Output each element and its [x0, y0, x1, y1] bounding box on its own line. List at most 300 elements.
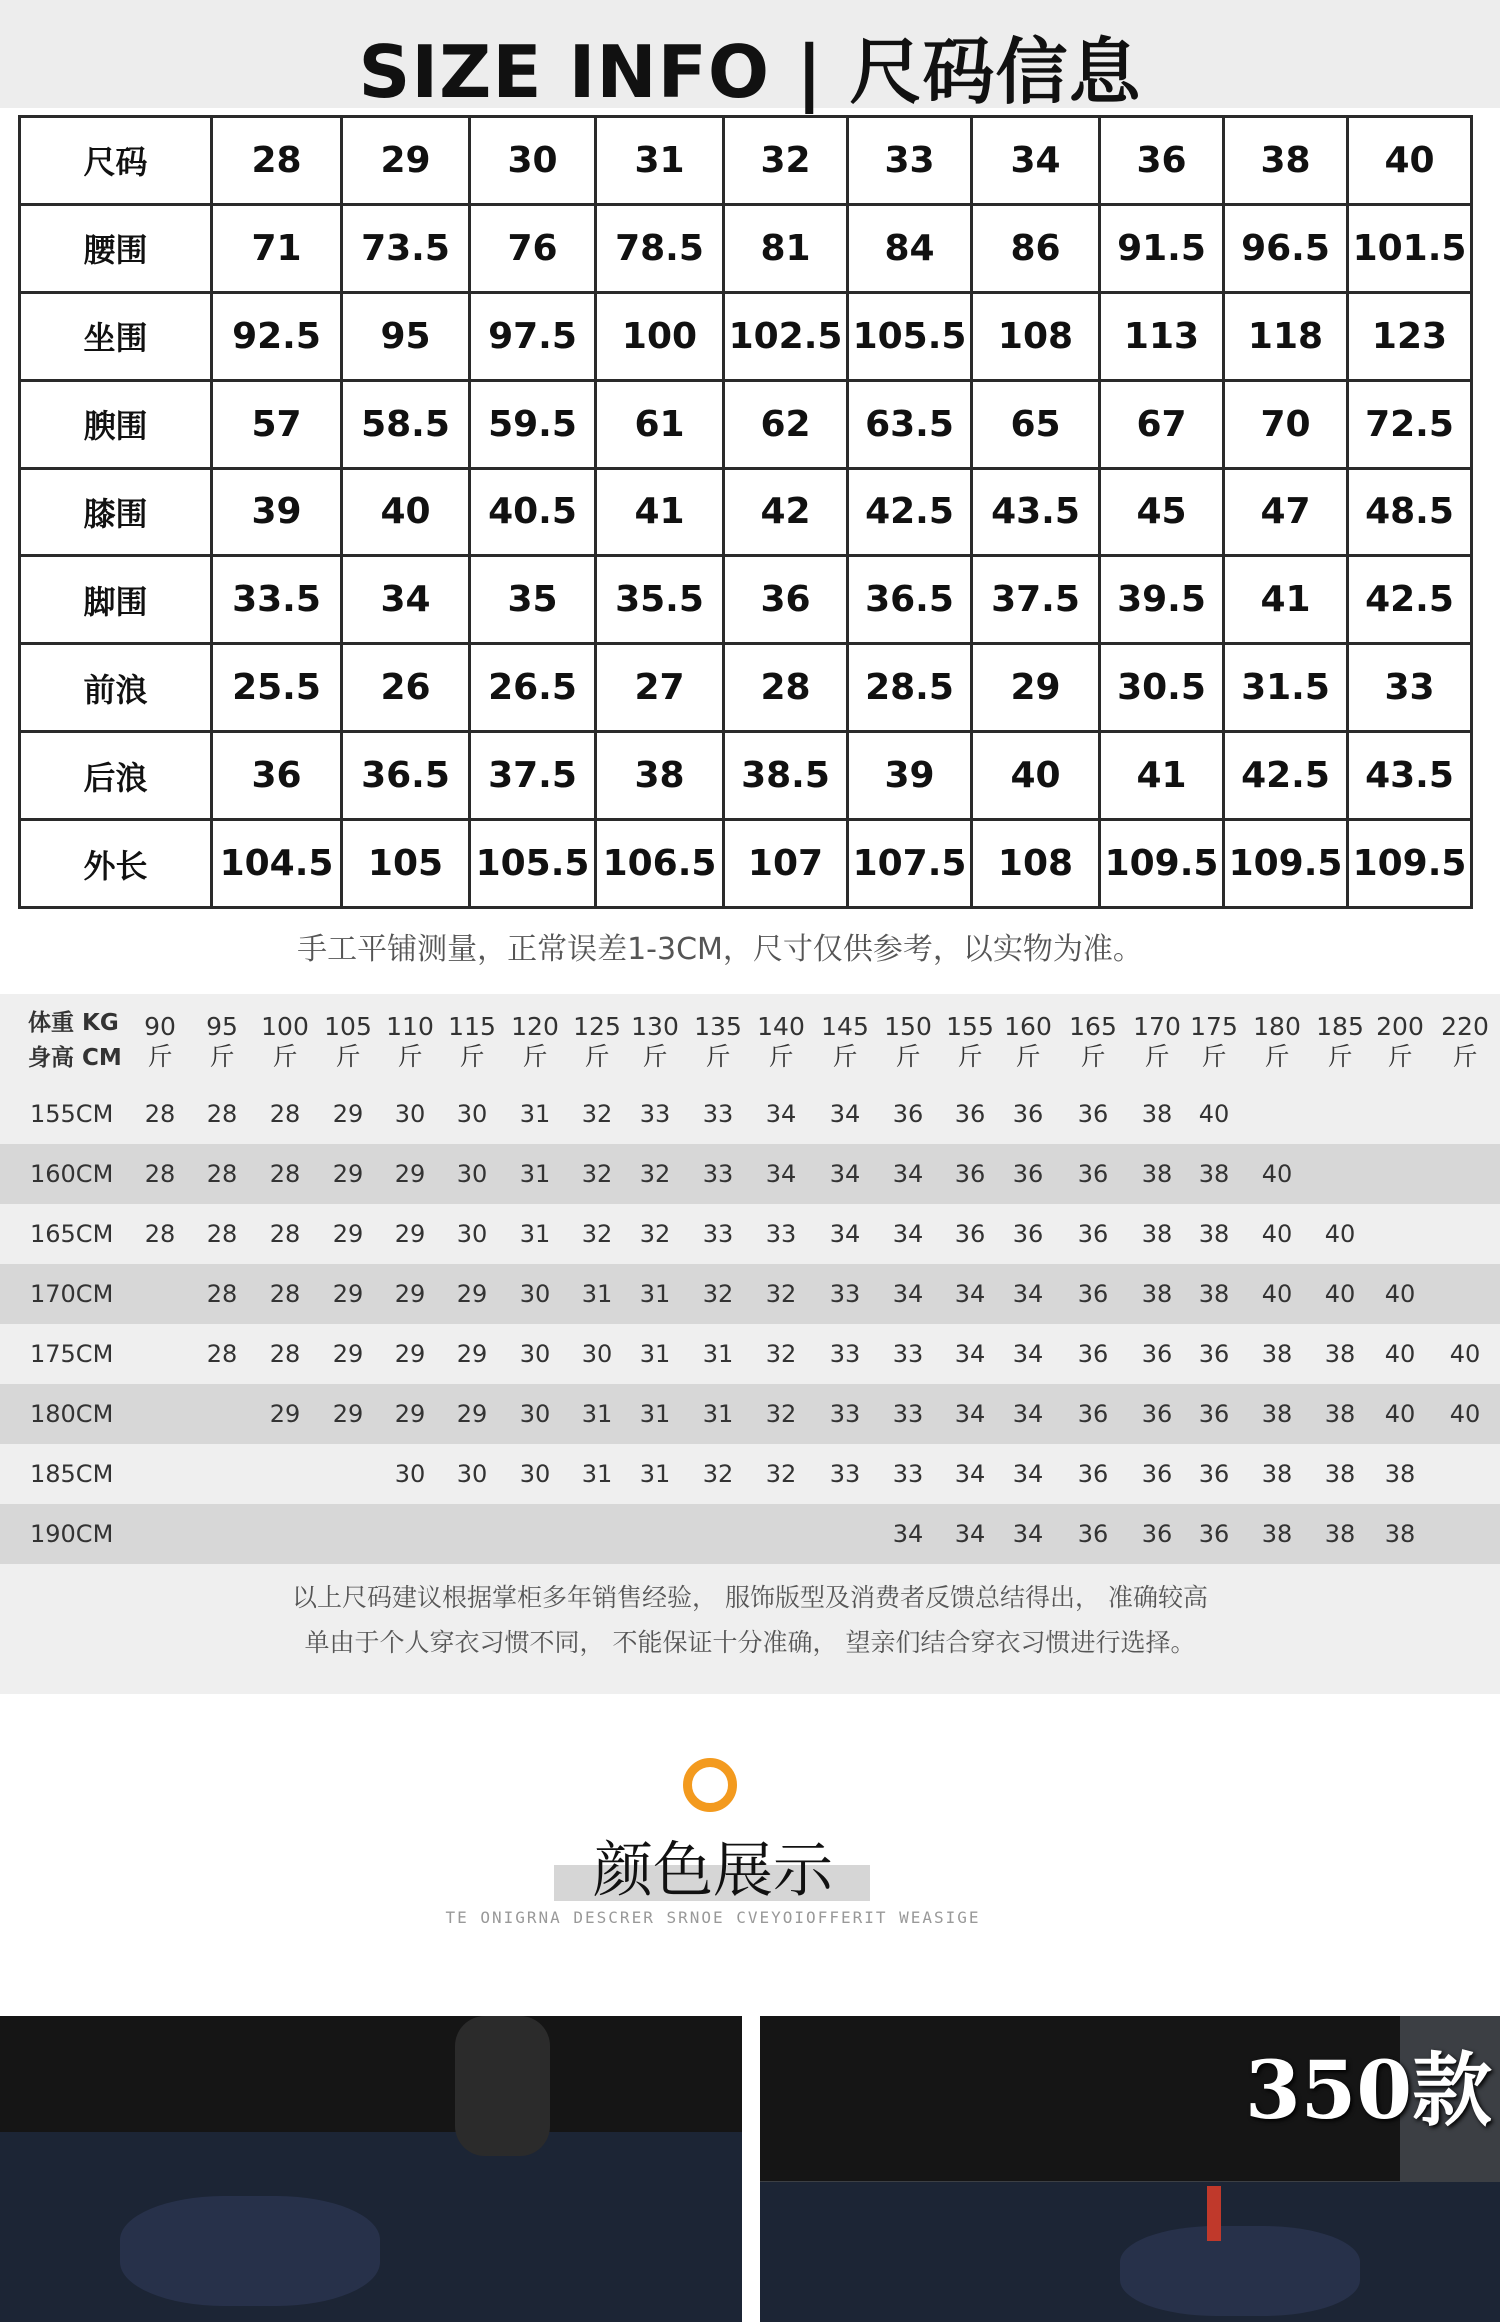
recommend-cell: 29 — [456, 1280, 488, 1308]
recommend-cell: 36 — [954, 1100, 986, 1128]
size-cell: 28 — [724, 644, 848, 732]
weight-value: 105 — [324, 1012, 372, 1041]
recommend-cell: 34 — [954, 1280, 986, 1308]
size-cell: 45 — [1100, 468, 1224, 556]
size-cell: 107.5 — [848, 820, 972, 908]
recommend-cell: 36 — [1077, 1100, 1109, 1128]
recommend-cell: 33 — [765, 1220, 797, 1248]
size-cell: 38 — [596, 732, 724, 820]
size-cell: 26.5 — [470, 644, 596, 732]
recommend-cell: 33 — [829, 1340, 861, 1368]
recommend-cell: 36 — [1077, 1160, 1109, 1188]
recommend-cell: 36 — [1141, 1460, 1173, 1488]
weight-header — [567, 1012, 627, 1072]
size-cell: 105.5 — [470, 820, 596, 908]
size-cell: 32 — [724, 117, 848, 205]
recommend-cell: 38 — [1198, 1220, 1230, 1248]
size-row-label: 尺码 — [20, 117, 212, 205]
weight-value: 125 — [573, 1012, 621, 1041]
recommend-cell: 34 — [1012, 1400, 1044, 1428]
style-badge: 350款 — [1245, 2043, 1492, 2137]
recommend-cell: 30 — [456, 1220, 488, 1248]
recommend-cell: 31 — [519, 1220, 551, 1248]
size-row — [20, 556, 1472, 644]
weight-value: 90 — [144, 1012, 176, 1041]
weight-value: 155 — [946, 1012, 994, 1041]
denim-wash — [1120, 2226, 1360, 2316]
size-cell: 36.5 — [848, 556, 972, 644]
size-cell: 118 — [1224, 292, 1348, 380]
size-cell: 97.5 — [470, 292, 596, 380]
weight-header — [130, 1012, 190, 1072]
weight-unit: 斤 — [1264, 1042, 1290, 1071]
recommend-cell: 33 — [829, 1460, 861, 1488]
recommend-cell: 36 — [1141, 1520, 1173, 1548]
size-cell: 34 — [342, 556, 470, 644]
recommend-cell: 36 — [1077, 1220, 1109, 1248]
size-cell: 108 — [972, 292, 1100, 380]
height-label: 155CM — [30, 1100, 114, 1128]
size-cell: 26 — [342, 644, 470, 732]
recommend-note — [0, 1575, 1500, 1665]
weight-unit: 斤 — [1452, 1042, 1478, 1071]
height-label: 170CM — [30, 1280, 114, 1308]
recommend-cell: 36 — [1012, 1220, 1044, 1248]
recommend-cell: 34 — [892, 1280, 924, 1308]
recommend-cell: 30 — [456, 1160, 488, 1188]
weight-value: 110 — [386, 1012, 434, 1041]
weight-unit: 斤 — [705, 1042, 731, 1071]
recommend-cell: 32 — [765, 1340, 797, 1368]
size-cell: 41 — [596, 468, 724, 556]
weight-value: 220 — [1441, 1012, 1489, 1041]
size-cell: 101.5 — [1348, 204, 1472, 292]
height-label: 180CM — [30, 1400, 114, 1428]
weight-unit: 斤 — [522, 1042, 548, 1071]
recommend-cell: 30 — [581, 1340, 613, 1368]
recommend-cell: 33 — [892, 1400, 924, 1428]
recommend-cell: 29 — [394, 1340, 426, 1368]
recommend-row — [0, 1084, 1500, 1144]
size-note: 手工平铺测量，正常误差1-3CM，尺寸仅供参考，以实物为准。 — [297, 932, 1143, 967]
recommend-cell: 29 — [332, 1400, 364, 1428]
recommend-row — [0, 1444, 1500, 1504]
recommend-cell: 29 — [269, 1400, 301, 1428]
recommend-cell: 38 — [1198, 1280, 1230, 1308]
recommend-cell: 36 — [1141, 1400, 1173, 1428]
recommend-cell: 29 — [456, 1340, 488, 1368]
size-cell: 81 — [724, 204, 848, 292]
recommend-cell: 38 — [1324, 1520, 1356, 1548]
recommend-cell: 33 — [892, 1340, 924, 1368]
recommend-cell: 30 — [519, 1280, 551, 1308]
size-cell: 33 — [848, 117, 972, 205]
weight-axis-label: 体重 KG — [28, 1010, 119, 1036]
size-cell: 109.5 — [1224, 820, 1348, 908]
size-cell: 108 — [972, 820, 1100, 908]
size-cell: 73.5 — [342, 204, 470, 292]
recommend-cell: 36 — [1198, 1400, 1230, 1428]
size-row — [20, 204, 1472, 292]
size-cell: 72.5 — [1348, 380, 1472, 468]
recommend-cell: 31 — [702, 1340, 734, 1368]
size-table — [18, 115, 1473, 909]
recommend-cell: 32 — [581, 1220, 613, 1248]
size-cell: 34 — [972, 117, 1100, 205]
recommend-cell: 34 — [954, 1340, 986, 1368]
size-cell: 33 — [1348, 644, 1472, 732]
recommend-cell: 40 — [1261, 1160, 1293, 1188]
weight-unit: 斤 — [147, 1042, 173, 1071]
size-cell: 48.5 — [1348, 468, 1472, 556]
recommend-cell: 36 — [1141, 1340, 1173, 1368]
page-title: SIZE INFO | 尺码信息 — [358, 30, 1142, 114]
recommend-cell: 30 — [394, 1100, 426, 1128]
size-row-label: 外长 — [20, 820, 212, 908]
recommend-cell: 40 — [1384, 1400, 1416, 1428]
height-label: 185CM — [30, 1460, 114, 1488]
recommend-cell: 33 — [639, 1100, 671, 1128]
size-cell: 41 — [1100, 732, 1224, 820]
size-cell: 86 — [972, 204, 1100, 292]
size-cell: 91.5 — [1100, 204, 1224, 292]
recommend-cell: 40 — [1384, 1280, 1416, 1308]
weight-unit: 斤 — [272, 1042, 298, 1071]
size-row-label: 腰围 — [20, 204, 212, 292]
weight-value: 115 — [448, 1012, 496, 1041]
recommend-cell: 33 — [829, 1400, 861, 1428]
weight-header — [751, 1012, 811, 1072]
size-row — [20, 292, 1472, 380]
recommend-cell: 31 — [639, 1340, 671, 1368]
weight-value: 165 — [1069, 1012, 1117, 1041]
weight-header — [505, 1012, 565, 1072]
size-row-label: 膝围 — [20, 468, 212, 556]
recommend-cell: 33 — [702, 1160, 734, 1188]
recommend-row — [0, 1264, 1500, 1324]
recommend-cell: 34 — [829, 1100, 861, 1128]
recommend-cell: 36 — [1198, 1460, 1230, 1488]
size-cell: 43.5 — [972, 468, 1100, 556]
recommend-cell: 30 — [394, 1460, 426, 1488]
weight-header — [1247, 1012, 1307, 1072]
weight-value: 185 — [1316, 1012, 1364, 1041]
recommend-cell: 38 — [1141, 1160, 1173, 1188]
recommend-cell: 30 — [519, 1460, 551, 1488]
recommend-cell: 36 — [892, 1100, 924, 1128]
weight-value: 120 — [511, 1012, 559, 1041]
size-cell: 36 — [212, 732, 342, 820]
recommend-cell: 29 — [332, 1220, 364, 1248]
weight-header — [1127, 1012, 1187, 1072]
weight-header — [318, 1012, 378, 1072]
recommend-cell: 36 — [1077, 1520, 1109, 1548]
size-cell: 123 — [1348, 292, 1472, 380]
size-cell: 63.5 — [848, 380, 972, 468]
recommend-cell: 29 — [394, 1220, 426, 1248]
recommend-cell: 34 — [954, 1460, 986, 1488]
size-cell: 105.5 — [848, 292, 972, 380]
recommend-cell: 38 — [1384, 1520, 1416, 1548]
size-cell: 107 — [724, 820, 848, 908]
recommend-cell: 40 — [1384, 1340, 1416, 1368]
recommend-cell: 29 — [456, 1400, 488, 1428]
weight-header — [1063, 1012, 1123, 1072]
weight-value: 180 — [1253, 1012, 1301, 1041]
weight-value: 135 — [694, 1012, 742, 1041]
recommend-cell: 32 — [581, 1160, 613, 1188]
size-cell: 30.5 — [1100, 644, 1224, 732]
recommend-cell: 40 — [1198, 1100, 1230, 1128]
size-row — [20, 820, 1472, 908]
size-cell: 30 — [470, 117, 596, 205]
size-row-label: 脚围 — [20, 556, 212, 644]
size-cell: 37.5 — [972, 556, 1100, 644]
height-label: 160CM — [30, 1160, 114, 1188]
weight-unit: 斤 — [832, 1042, 858, 1071]
recommend-cell: 28 — [206, 1340, 238, 1368]
weight-unit: 斤 — [335, 1042, 361, 1071]
recommend-cell: 34 — [1012, 1340, 1044, 1368]
height-label: 165CM — [30, 1220, 114, 1248]
recommend-cell: 34 — [829, 1220, 861, 1248]
size-cell: 29 — [972, 644, 1100, 732]
recommend-cell: 28 — [144, 1220, 176, 1248]
recommend-cell: 31 — [581, 1280, 613, 1308]
size-cell: 35.5 — [596, 556, 724, 644]
weight-value: 150 — [884, 1012, 932, 1041]
recommend-cell: 33 — [892, 1460, 924, 1488]
height-label: 190CM — [30, 1520, 114, 1548]
recommend-cell: 38 — [1324, 1460, 1356, 1488]
recommend-cell: 32 — [702, 1460, 734, 1488]
denim-wash — [120, 2196, 380, 2306]
size-cell: 102.5 — [724, 292, 848, 380]
size-cell: 27 — [596, 644, 724, 732]
weight-header — [1184, 1012, 1244, 1072]
weight-unit: 斤 — [895, 1042, 921, 1071]
weight-value: 160 — [1004, 1012, 1052, 1041]
recommend-cell: 34 — [892, 1520, 924, 1548]
recommend-cell: 29 — [394, 1160, 426, 1188]
weight-header — [815, 1012, 875, 1072]
size-cell: 65 — [972, 380, 1100, 468]
weight-unit: 斤 — [1201, 1042, 1227, 1071]
size-cell: 40 — [972, 732, 1100, 820]
recommend-cell: 31 — [581, 1400, 613, 1428]
recommend-cell: 34 — [892, 1220, 924, 1248]
size-cell: 38.5 — [724, 732, 848, 820]
recommend-cell: 40 — [1261, 1220, 1293, 1248]
recommend-cell: 32 — [581, 1100, 613, 1128]
product-photo-left — [0, 2016, 742, 2322]
size-cell: 71 — [212, 204, 342, 292]
size-cell: 106.5 — [596, 820, 724, 908]
recommend-cell: 40 — [1449, 1340, 1481, 1368]
size-cell: 39 — [212, 468, 342, 556]
recommend-cell: 38 — [1384, 1460, 1416, 1488]
size-cell: 36 — [1100, 117, 1224, 205]
size-cell: 37.5 — [470, 732, 596, 820]
size-cell: 42 — [724, 468, 848, 556]
recommend-row — [0, 1384, 1500, 1444]
size-cell: 40.5 — [470, 468, 596, 556]
recommend-cell: 31 — [519, 1100, 551, 1128]
weight-value: 95 — [206, 1012, 238, 1041]
size-cell: 61 — [596, 380, 724, 468]
weight-value: 170 — [1133, 1012, 1181, 1041]
section-subtitle: TE ONIGRNA DESCRER SRNOE CVEYOIOFFERIT WEASIGE — [445, 1908, 981, 1927]
size-cell: 70 — [1224, 380, 1348, 468]
recommend-cell: 36 — [954, 1160, 986, 1188]
recommend-cell: 34 — [1012, 1520, 1044, 1548]
tag-icon — [1207, 2186, 1221, 2241]
recommend-cell: 36 — [1077, 1460, 1109, 1488]
size-cell: 47 — [1224, 468, 1348, 556]
weight-unit: 斤 — [1387, 1042, 1413, 1071]
recommend-cell: 34 — [1012, 1460, 1044, 1488]
recommend-row — [0, 1204, 1500, 1264]
size-cell: 42.5 — [1224, 732, 1348, 820]
weight-unit: 斤 — [209, 1042, 235, 1071]
recommend-cell: 33 — [829, 1280, 861, 1308]
size-cell: 28.5 — [848, 644, 972, 732]
size-cell: 35 — [470, 556, 596, 644]
ring-icon — [683, 1758, 737, 1812]
weight-header — [1370, 1012, 1430, 1072]
size-cell: 41 — [1224, 556, 1348, 644]
size-cell: 39 — [848, 732, 972, 820]
size-cell: 67 — [1100, 380, 1224, 468]
weight-header — [1310, 1012, 1370, 1072]
size-cell: 95 — [342, 292, 470, 380]
recommend-cell: 34 — [829, 1160, 861, 1188]
size-row — [20, 117, 1472, 205]
recommend-cell: 28 — [144, 1160, 176, 1188]
recommend-cell: 29 — [332, 1100, 364, 1128]
recommend-cell: 32 — [639, 1160, 671, 1188]
weight-unit: 斤 — [1144, 1042, 1170, 1071]
weight-unit: 斤 — [642, 1042, 668, 1071]
size-cell: 78.5 — [596, 204, 724, 292]
weight-header — [940, 1012, 1000, 1072]
recommend-cell: 38 — [1324, 1340, 1356, 1368]
size-row-label: 后浪 — [20, 732, 212, 820]
height-label: 175CM — [30, 1340, 114, 1368]
recommend-cell: 28 — [206, 1220, 238, 1248]
weight-value: 130 — [631, 1012, 679, 1041]
recommend-cell: 38 — [1141, 1100, 1173, 1128]
size-cell: 39.5 — [1100, 556, 1224, 644]
recommend-note-line-2: 单由于个人穿衣习惯不同， 不能保证十分准确， 望亲们结合穿衣习惯进行选择。 — [304, 1628, 1196, 1657]
weight-header — [442, 1012, 502, 1072]
weight-value: 145 — [821, 1012, 869, 1041]
recommend-cell: 30 — [456, 1100, 488, 1128]
size-cell: 28 — [212, 117, 342, 205]
recommend-cell: 30 — [519, 1400, 551, 1428]
weight-value: 175 — [1190, 1012, 1238, 1041]
size-cell: 100 — [596, 292, 724, 380]
size-cell: 29 — [342, 117, 470, 205]
recommend-cell: 32 — [765, 1280, 797, 1308]
weight-header — [1435, 1012, 1495, 1072]
size-cell: 57 — [212, 380, 342, 468]
recommend-cell: 34 — [954, 1400, 986, 1428]
size-row-label: 腴围 — [20, 380, 212, 468]
size-row — [20, 468, 1472, 556]
recommend-cell: 31 — [581, 1460, 613, 1488]
size-cell: 43.5 — [1348, 732, 1472, 820]
weight-value: 140 — [757, 1012, 805, 1041]
weight-header — [998, 1012, 1058, 1072]
size-cell: 36 — [724, 556, 848, 644]
size-table-body — [20, 117, 1472, 908]
recommend-cell: 29 — [394, 1400, 426, 1428]
recommend-cell: 31 — [639, 1280, 671, 1308]
recommend-cell: 32 — [639, 1220, 671, 1248]
recommend-cell: 29 — [332, 1160, 364, 1188]
recommend-cell: 34 — [765, 1160, 797, 1188]
recommend-cell: 32 — [765, 1400, 797, 1428]
recommend-cell: 40 — [1449, 1400, 1481, 1428]
recommend-cell: 32 — [765, 1460, 797, 1488]
weight-header — [688, 1012, 748, 1072]
watch-icon — [455, 2016, 550, 2156]
recommend-cell: 28 — [269, 1220, 301, 1248]
recommend-cell: 38 — [1261, 1400, 1293, 1428]
size-cell: 92.5 — [212, 292, 342, 380]
size-cell: 31.5 — [1224, 644, 1348, 732]
recommend-row — [0, 1324, 1500, 1384]
size-cell: 40 — [1348, 117, 1472, 205]
section-title: 颜色展示 — [593, 1836, 833, 1906]
recommend-cell: 36 — [1198, 1520, 1230, 1548]
weight-unit: 斤 — [1080, 1042, 1106, 1071]
recommend-cell: 34 — [765, 1100, 797, 1128]
recommend-cell: 38 — [1141, 1280, 1173, 1308]
recommend-cell: 40 — [1324, 1280, 1356, 1308]
size-cell: 76 — [470, 204, 596, 292]
recommend-cell: 38 — [1198, 1160, 1230, 1188]
recommend-note-line-1: 以上尺码建议根据掌柜多年销售经验， 服饰版型及消费者反馈总结得出， 准确较高 — [292, 1583, 1208, 1612]
recommend-cell: 34 — [1012, 1280, 1044, 1308]
size-cell: 84 — [848, 204, 972, 292]
size-cell: 31 — [596, 117, 724, 205]
recommend-cell: 38 — [1261, 1340, 1293, 1368]
recommend-cell: 38 — [1261, 1460, 1293, 1488]
size-cell: 40 — [342, 468, 470, 556]
weight-header — [878, 1012, 938, 1072]
weight-header — [255, 1012, 315, 1072]
size-cell: 109.5 — [1348, 820, 1472, 908]
recommend-cell: 34 — [954, 1520, 986, 1548]
size-cell: 113 — [1100, 292, 1224, 380]
recommend-row — [0, 1504, 1500, 1564]
size-cell: 42.5 — [1348, 556, 1472, 644]
size-cell: 104.5 — [212, 820, 342, 908]
recommend-cell: 30 — [456, 1460, 488, 1488]
size-cell: 36.5 — [342, 732, 470, 820]
recommend-cell: 36 — [1198, 1340, 1230, 1368]
recommend-cell: 38 — [1261, 1520, 1293, 1548]
recommend-cell: 40 — [1324, 1220, 1356, 1248]
size-row-label: 坐围 — [20, 292, 212, 380]
weight-unit: 斤 — [584, 1042, 610, 1071]
size-cell: 58.5 — [342, 380, 470, 468]
recommend-cell: 36 — [1012, 1100, 1044, 1128]
weight-header — [192, 1012, 252, 1072]
size-cell: 25.5 — [212, 644, 342, 732]
